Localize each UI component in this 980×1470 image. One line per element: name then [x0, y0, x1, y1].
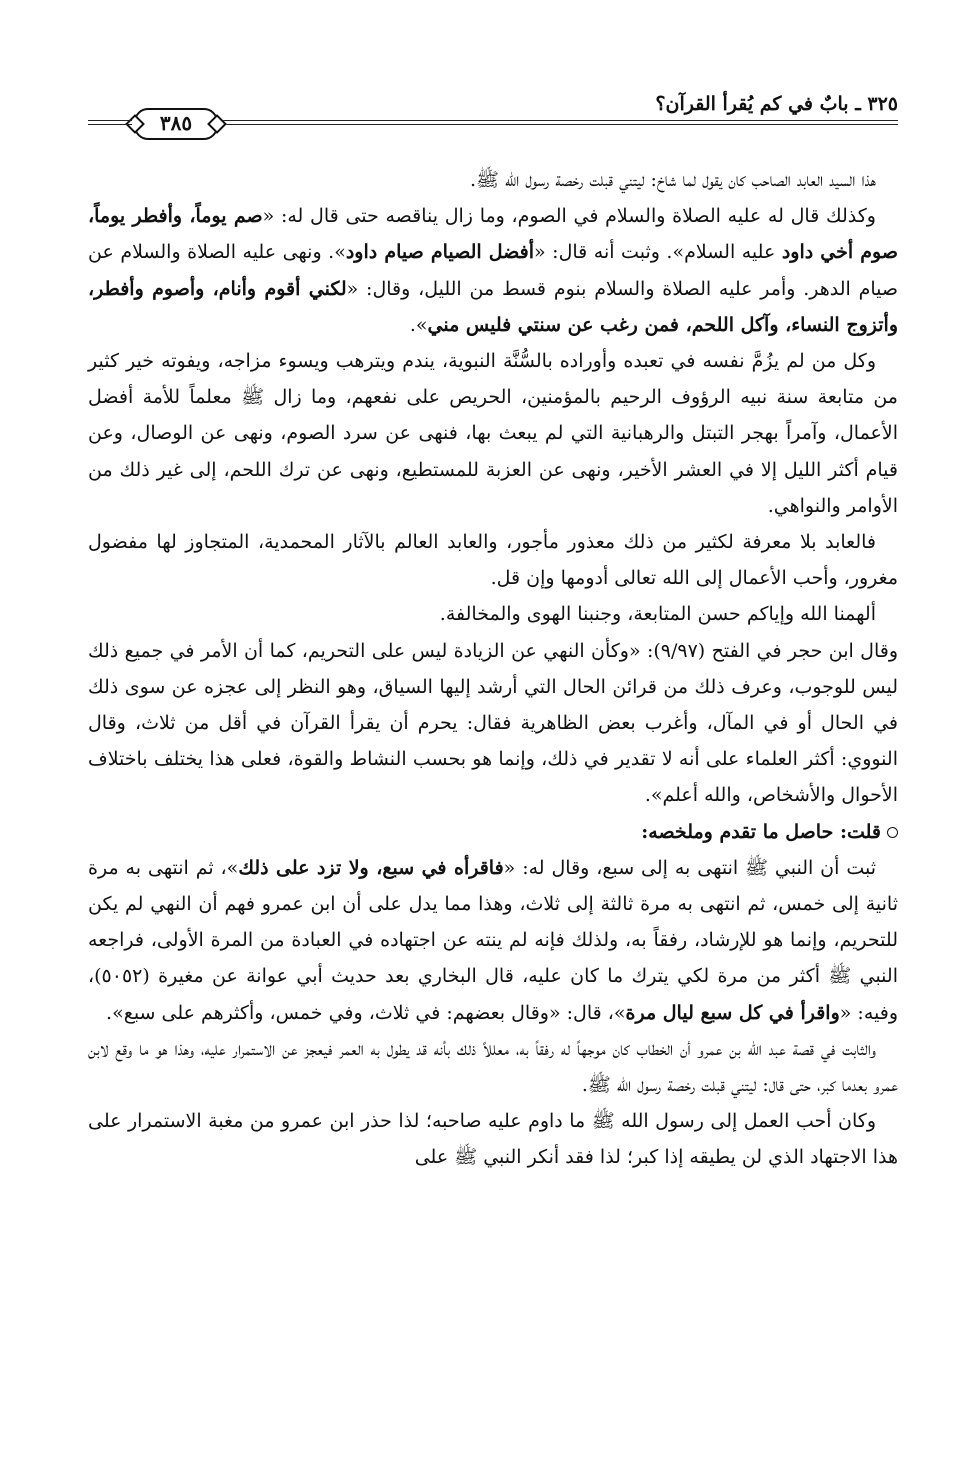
- paragraph: [88, 524, 898, 596]
- paragraph: [88, 850, 898, 1031]
- text-segment: ».: [409, 313, 428, 336]
- page-header: [88, 92, 898, 135]
- text-segment: وكان أحب العمل إلى رسول الله ﷺ ما داوم عليه صاحبه؛ لذا حذر ابن عمرو من مغبة الاستمرار على هذا الاجتهاد الذي لن يطيقه إذا كبر؛ لذا فقد أنكر النبي ﷺ على: [88, 1110, 898, 1169]
- text-segment: ثبت أن النبي ﷺ انتهى به إلى سبع، وقال له: «: [503, 856, 876, 879]
- paragraph: [88, 1103, 898, 1175]
- text-segment: ». ونهى عليه الصلاة والسلام عن صيام الدهر. وأمر عليه الصلاة والسلام بنوم قسط من الليل، وقال: «: [88, 241, 898, 300]
- text-segment: فالعابد بلا معرفة لكثير من ذلك معذور مأجور، والعابد العالم بالآثار المحمدية، المتجاوز لها مفضول مغرور، وأحب الأعمال إلى الله تعالى أدومها وإن قل.: [88, 531, 898, 590]
- header-rule-right: [218, 120, 898, 125]
- page-body: [88, 162, 898, 1176]
- text-segment: عليه السلام». وثبت أنه قال: «: [534, 241, 782, 264]
- text-segment: »، قال: «وقال بعضهم: في ثلاث، وفي خمس، وأكثرهم على سبع».: [106, 1001, 626, 1024]
- text-segment: هذا السيد العابد الصاحب كان يقول لما شاخ: ليتني قبلت رخصة رسول الله ﷺ.: [470, 169, 876, 191]
- bold-text-segment: أفضل الصيام صيام داود: [345, 241, 535, 264]
- paragraph: [88, 198, 898, 343]
- paragraph: [88, 596, 898, 632]
- section-note: [88, 814, 898, 850]
- text-segment: ألهمنا الله وإياكم حسن المتابعة، وجنبنا الهوى والمخالفة.: [439, 603, 876, 626]
- chapter-title: ٣٢٥ ـ بابٌ في كم يُقرأ القرآن؟: [655, 93, 898, 115]
- bold-text-segment: لكني أقوم وأنام، وأصوم وأفطر، وأتزوج النساء، وآكل اللحم، فمن رغب عن سنتي فليس مني: [88, 277, 898, 336]
- bold-text-segment: قلت: حاصل ما تقدم وملخصه:: [641, 820, 881, 843]
- circle-bullet-icon: [887, 827, 898, 838]
- text-segment: والثابت في قصة عبد الله بن عمرو أن الخطاب كان موجهاً له رفقاً به، معللاً ذلك بأنه قد يطول به العمر فيعجز عن الاستمرار عليه، وهذا هو ما وقع لابن عمرو بعدما كبر، حتى قال: ليتني قبلت رخصة رسول الله ﷺ.: [88, 1037, 898, 1097]
- header-rule-left: [88, 120, 132, 125]
- text-segment: وكذلك قال له عليه الصلاة والسلام في الصوم، وما زال يناقصه حتى قال له: «: [262, 205, 876, 228]
- text-segment: وقال ابن حجر في الفتح (٩/٩٧): «وكأن النهي عن الزيادة ليس على التحريم، كما أن الأمر في جميع ذلك ليس للوجوب، وعرف ذلك من قرائن الحال التي أرشد إليها السياق، وهو النظر إلى عجزه عن سوى ذلك في الحال أو في المآل، وأغرب بعض الظاهرية فقال: يحرم أن يقرأ القرآن في أقل من ثلاث، وقال النووي: أكثر العلماء على أنه لا تقدير في ذلك، وإنما هو بحسب النشاط والقوة، فعلى هذا يختلف باختلاف الأحوال والأشخاص، والله أعلم».: [88, 639, 898, 807]
- text-segment: »، ثم انتهى به مرة ثانية إلى خمس، ثم انتهى به مرة ثالثة إلى ثلاث، وهذا مما يدل على أن ابن عمرو فهم أن النهي لم يكن للتحريم، وإنما هو للإرشاد، رفقاً به، ولذلك فإنه لم ينته عن اجتهاده في العبادة من المرة الأولى، فراجعه النبي ﷺ أكثر من مرة لكي يترك ما كان عليه، قال البخاري بعد حديث أبي عوانة عن مغيرة (٥٠٥٢)، وفيه: «: [88, 856, 898, 1024]
- bold-text-segment: فاقرأه في سبع، ولا تزد على ذلك: [238, 856, 504, 879]
- bold-text-segment: صم يوماً، وأفطر يوماً، صوم أخي داود: [88, 205, 898, 264]
- bold-text-segment: واقرأ في كل سبع ليال مرة: [625, 1001, 840, 1024]
- page-number-badge: ٣٨٥: [134, 108, 218, 140]
- paragraph: [88, 162, 898, 198]
- paragraph: [88, 633, 898, 814]
- paragraph: [88, 343, 898, 524]
- paragraph: [88, 1031, 898, 1103]
- text-segment: وكل من لم يزُمَّ نفسه في تعبده وأوراده بالسُّنَّة النبوية، يندم ويترهب ويسوء مزاجه، ويفوته خير كثير من متابعة سنة نبيه الرؤوف الرحيم بالمؤمنين، الحريص على نفعهم، وما زال ﷺ معلماً للأمة أفضل الأعمال، وآمراً بهجر التبتل والرهبانية التي لم يبعث بها، فنهى عن سرد الصوم، ونهى عن الوصال، وعن قيام أكثر الليل إلا في العشر الأخير، ونهى عن العزبة للمستطيع، ونهى عن ترك اللحم، إلى غير ذلك من الأوامر والنواهي.: [88, 350, 898, 517]
